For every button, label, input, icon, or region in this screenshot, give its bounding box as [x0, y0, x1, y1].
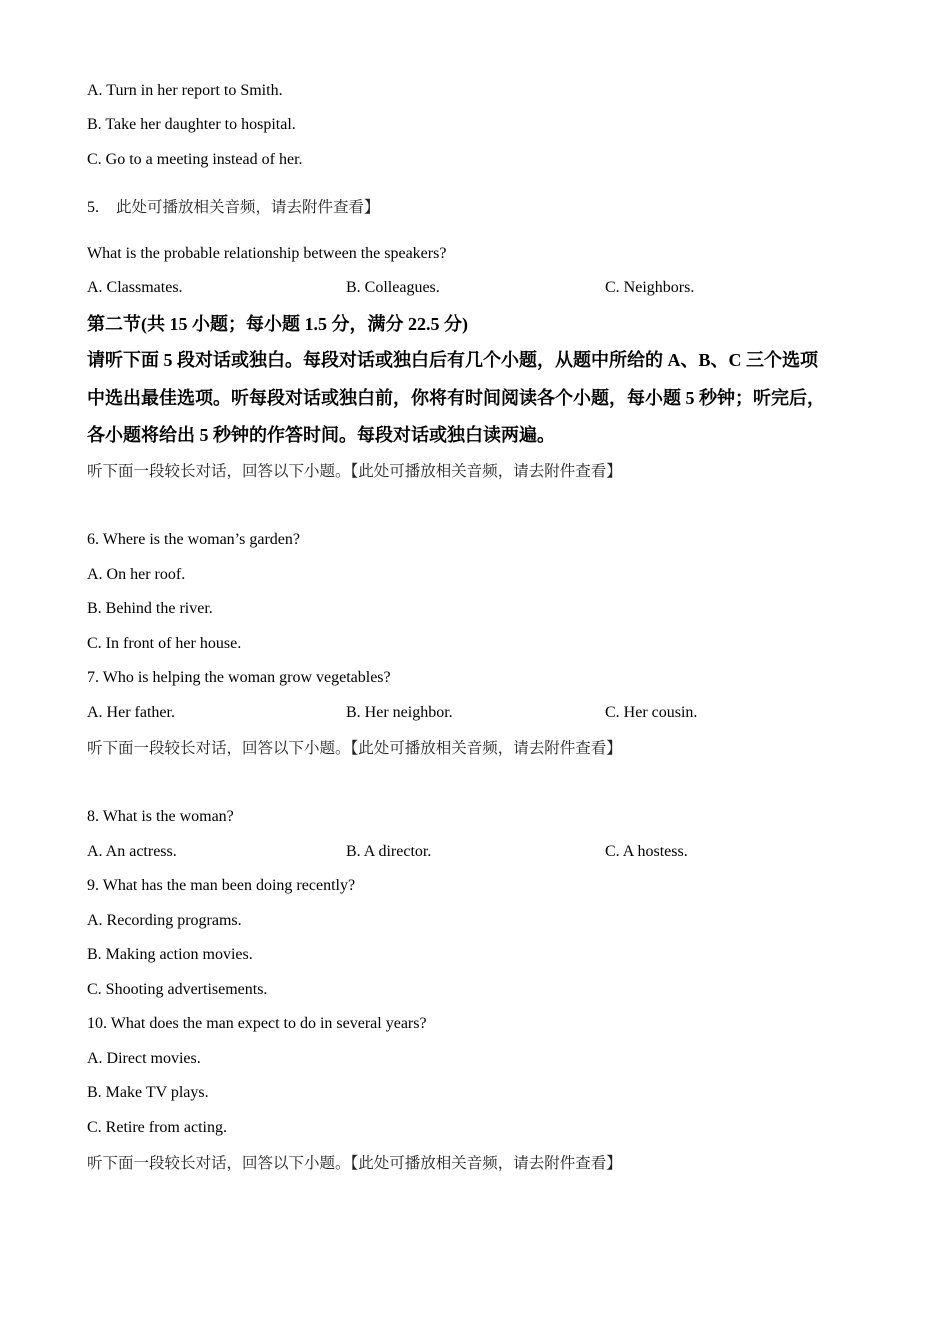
- q5-option-a: A. Classmates.: [87, 279, 183, 296]
- dialogue-note-1: 听下面一段较长对话，回答以下小题。【此处可播放相关音频，请去附件查看】: [87, 462, 622, 480]
- q7-option-a: A. Her father.: [87, 704, 175, 721]
- q10-option-b: B. Make TV plays.: [87, 1084, 209, 1101]
- q8-option-b: B. A director.: [346, 843, 432, 860]
- q9-question: 9. What has the man been doing recently?: [87, 877, 356, 894]
- q5-question: What is the probable relationship between the speakers?: [87, 245, 447, 262]
- q5-header: [87, 197, 380, 218]
- q4-option-c: C. Go to a meeting instead of her.: [87, 151, 303, 168]
- q6-option-a: A. On her roof.: [87, 566, 186, 583]
- q7-question: 7. Who is helping the woman grow vegetables?: [87, 669, 391, 686]
- q10-option-a: A. Direct movies.: [87, 1050, 201, 1067]
- dialogue-note-3: 听下面一段较长对话，回答以下小题。【此处可播放相关音频，请去附件查看】: [87, 1154, 622, 1172]
- dialogue-note-2: 听下面一段较长对话，回答以下小题。【此处可播放相关音频，请去附件查看】: [87, 739, 622, 757]
- q5-option-c: C. Neighbors.: [605, 279, 695, 296]
- q4-option-a: A. Turn in her report to Smith.: [87, 82, 283, 99]
- q4-option-b: B. Take her daughter to hospital.: [87, 116, 296, 133]
- q10-option-c: C. Retire from acting.: [87, 1119, 227, 1136]
- section2-instructions-line-2: 中选出最佳选项。听每段对话或独白前，你将有时间阅读各个小题，每小题 5 秒钟；听完后，: [87, 388, 825, 408]
- q7-option-b: B. Her neighbor.: [346, 704, 453, 721]
- q5-number: 5.: [87, 199, 99, 216]
- q8-question: 8. What is the woman?: [87, 808, 234, 825]
- section2-title: 第二节(共 15 小题；每小题 1.5 分，满分 22.5 分): [87, 314, 468, 334]
- q6-option-c: C. In front of her house.: [87, 635, 242, 652]
- section2-instructions-line-3: 各小题将给出 5 秒钟的作答时间。每段对话或独白读两遍。: [87, 425, 555, 445]
- q5-audio-note: 此处可播放相关音频，请去附件查看】: [116, 198, 380, 216]
- q8-option-c: C. A hostess.: [605, 843, 688, 860]
- q6-option-b: B. Behind the river.: [87, 600, 213, 617]
- q10-question: 10. What does the man expect to do in several years?: [87, 1015, 427, 1032]
- q9-option-a: A. Recording programs.: [87, 912, 242, 929]
- q8-option-a: A. An actress.: [87, 843, 177, 860]
- q9-option-c: C. Shooting advertisements.: [87, 981, 268, 998]
- q5-option-b: B. Colleagues.: [346, 279, 440, 296]
- q7-option-c: C. Her cousin.: [605, 704, 698, 721]
- q9-option-b: B. Making action movies.: [87, 946, 253, 963]
- q6-question: 6. Where is the woman’s garden?: [87, 531, 300, 548]
- section2-instructions-line-1: 请听下面 5 段对话或独白。每段对话或独白后有几个小题，从题中所给的 A、B、C 三个选项: [87, 350, 818, 370]
